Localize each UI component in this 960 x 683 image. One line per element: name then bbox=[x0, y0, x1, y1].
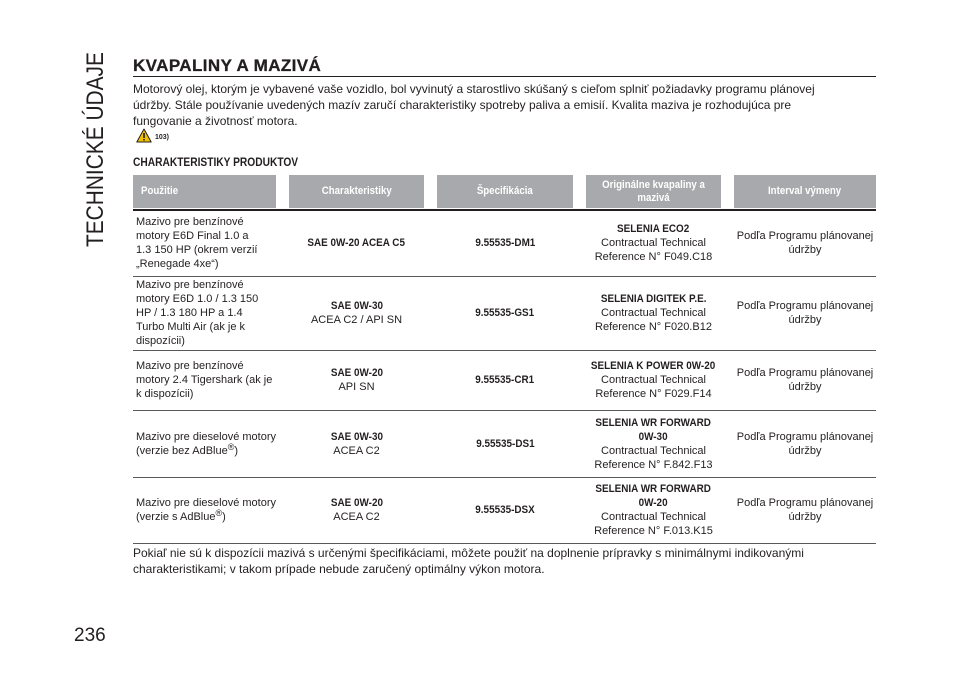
oil-grade: SAE 0W-30 bbox=[330, 300, 383, 312]
oil-standard: ACEA C2 bbox=[333, 444, 380, 457]
use-line: motory E6D 1.0 / 1.3 150 bbox=[136, 293, 259, 305]
interval-line: údržby bbox=[788, 314, 822, 326]
table-row bbox=[133, 351, 876, 411]
table-row bbox=[133, 277, 876, 351]
use-line bbox=[136, 510, 226, 524]
use-line: motory E6D Final 1.0 a bbox=[136, 230, 249, 242]
use-line: k dispozícii) bbox=[136, 388, 194, 400]
column-header-characteristics bbox=[289, 175, 424, 208]
cell-use bbox=[133, 211, 276, 276]
intro-line: fungovanie a životnosť motora. bbox=[133, 114, 298, 128]
table-heading: CHARAKTERISTIKY PRODUKTOV bbox=[133, 155, 299, 169]
product-reference-line: Contractual Technical bbox=[601, 444, 706, 457]
column-header-use bbox=[133, 175, 276, 208]
interval-line: údržby bbox=[788, 244, 822, 256]
interval-line: Podľa Programu plánovanej bbox=[736, 497, 874, 509]
oil-grade: SAE 0W-20 ACEA C5 bbox=[307, 237, 406, 249]
product-name: 0W-20 bbox=[639, 497, 668, 509]
interval-line: údržby bbox=[788, 381, 822, 393]
product-reference-line: Reference N° F029.F14 bbox=[595, 388, 712, 400]
product-name: SELENIA DIGITEK P.E. bbox=[600, 293, 707, 305]
column-header-original-fluids bbox=[586, 175, 721, 208]
product-reference-line: Contractual Technical bbox=[601, 374, 706, 386]
cell-characteristics bbox=[289, 478, 424, 543]
oil-grade: SAE 0W-20 bbox=[330, 497, 383, 509]
oil-grade: SAE 0W-20 bbox=[330, 367, 383, 379]
cell-characteristics bbox=[289, 277, 424, 350]
product-reference-line: Contractual Technical bbox=[601, 307, 706, 319]
cell-interval bbox=[734, 351, 876, 410]
cell-product bbox=[586, 211, 721, 276]
cell-product bbox=[586, 478, 721, 543]
oil-grade: SAE 0W-30 bbox=[330, 430, 383, 443]
page-title-block bbox=[133, 56, 876, 77]
cell-use bbox=[133, 351, 276, 410]
cell-interval bbox=[734, 211, 876, 276]
use-line-text: (verzie bez AdBlue bbox=[136, 444, 228, 457]
product-reference-line: Contractual Technical bbox=[601, 511, 706, 523]
cell-product bbox=[586, 277, 721, 350]
specification-code: 9.55535-DM1 bbox=[475, 237, 535, 249]
footer-line: Pokiaľ nie sú k dispozícii mazivá s určenými špecifikáciami, môžete použiť na doplnenie prípravky s minimálnymi indikovanými bbox=[133, 546, 804, 560]
page-title: KVAPALINY A MAZIVÁ bbox=[133, 56, 322, 75]
column-header-specification bbox=[437, 175, 573, 208]
product-reference-line: Reference N° F.013.K15 bbox=[594, 525, 713, 537]
product-reference-line: Reference N° F020.B12 bbox=[595, 321, 712, 333]
interval-line: Podľa Programu plánovanej bbox=[736, 367, 874, 379]
use-line bbox=[136, 441, 239, 458]
use-line-text: (verzie s AdBlue bbox=[136, 511, 216, 523]
product-name: SELENIA WR FORWARD bbox=[595, 416, 712, 429]
cell-specification bbox=[437, 351, 573, 410]
cell-interval bbox=[734, 478, 876, 543]
cell-use bbox=[133, 277, 276, 350]
specification-code: 9.55535-CR1 bbox=[475, 374, 535, 386]
oil-standard: ACEA C2 bbox=[333, 511, 380, 523]
cell-use bbox=[133, 411, 276, 477]
column-header-label: Interval výmeny bbox=[768, 185, 842, 197]
footer-line: charakteristikami; v takom prípade nebude zaručený optimálny výkon motora. bbox=[133, 562, 545, 576]
column-header-label: Originálne kvapaliny a mazivá bbox=[602, 178, 705, 204]
column-header-label: Špecifikácia bbox=[477, 185, 533, 197]
registered-mark: ® bbox=[215, 508, 223, 518]
column-header-label: Použitie bbox=[141, 185, 179, 197]
use-line: HP / 1.3 180 HP a 1.4 bbox=[136, 307, 243, 319]
specification-code: 9.55535-DS1 bbox=[475, 437, 535, 450]
interval-line: údržby bbox=[788, 511, 822, 523]
column-header-label: Charakteristiky bbox=[321, 185, 392, 197]
use-line-end: ) bbox=[222, 511, 226, 523]
table-header-row bbox=[133, 175, 876, 208]
use-line-end: ) bbox=[234, 444, 239, 457]
use-line: Mazivo pre benzínové bbox=[136, 279, 244, 291]
use-line: „Renegade 4xe“) bbox=[136, 258, 219, 270]
specification-code: 9.55535-GS1 bbox=[475, 307, 535, 319]
table-row bbox=[133, 211, 876, 277]
interval-line: Podľa Programu plánovanej bbox=[736, 230, 874, 242]
warning-triangle-icon bbox=[136, 128, 152, 143]
column-header-interval bbox=[734, 175, 876, 208]
oil-standard: ACEA C2 / API SN bbox=[310, 314, 403, 326]
footer-paragraph bbox=[133, 545, 804, 577]
intro-line: údržby. Stále používanie uvedených mazív zaručí charakteristiky spotreby paliva a emisií. Kvalita maziva je rozhodujúca pre bbox=[133, 98, 792, 112]
interval-line: Podľa Programu plánovanej bbox=[736, 430, 874, 443]
use-line: Turbo Multi Air (ak je k bbox=[136, 321, 246, 333]
intro-paragraph bbox=[133, 81, 815, 129]
cell-characteristics bbox=[289, 351, 424, 410]
lubricants-table bbox=[133, 175, 876, 544]
cell-product bbox=[586, 351, 721, 410]
product-reference-line: Contractual Technical bbox=[601, 237, 706, 249]
use-line: motory 2.4 Tigershark (ak je bbox=[136, 374, 273, 386]
page-number: 236 bbox=[74, 625, 106, 646]
cell-product bbox=[586, 411, 721, 477]
cell-interval bbox=[734, 277, 876, 350]
intro-line: Motorový olej, ktorým je vybavené vaše vozidlo, bol vyvinutý a starostlivo skúšaný s cieľom splniť požiadavky programu plánovej bbox=[133, 82, 815, 96]
specification-code: 9.55535-DSX bbox=[475, 504, 535, 516]
use-line: Mazivo pre dieselové motory bbox=[136, 430, 277, 443]
oil-standard: API SN bbox=[338, 381, 375, 393]
product-name: SELENIA K POWER 0W-20 bbox=[591, 360, 716, 372]
use-line: 1.3 150 HP (okrem verzií bbox=[136, 244, 258, 256]
product-name: SELENIA WR FORWARD bbox=[595, 483, 712, 495]
table-row bbox=[133, 411, 876, 478]
cell-use bbox=[133, 478, 276, 543]
interval-line: Podľa Programu plánovanej bbox=[736, 300, 874, 312]
use-line: Mazivo pre dieselové motory bbox=[136, 497, 277, 509]
product-reference-line: Reference N° F049.C18 bbox=[594, 251, 713, 263]
cell-specification bbox=[437, 277, 573, 350]
cell-specification bbox=[437, 478, 573, 543]
registered-mark: ® bbox=[227, 441, 235, 452]
use-line: dispozícii) bbox=[136, 335, 185, 347]
table-body bbox=[133, 211, 876, 544]
note-reference: 103) bbox=[155, 134, 170, 141]
section-tab-label: TECHNICKÉ ÚDAJE bbox=[82, 52, 109, 248]
product-reference-line: Reference N° F.842.F13 bbox=[594, 458, 713, 471]
cell-characteristics bbox=[289, 411, 424, 477]
cell-characteristics bbox=[289, 211, 424, 276]
use-line: Mazivo pre benzínové bbox=[136, 216, 244, 228]
cell-interval bbox=[734, 411, 876, 477]
cell-specification bbox=[437, 211, 573, 276]
product-name: SELENIA ECO2 bbox=[617, 223, 690, 235]
use-line: Mazivo pre benzínové bbox=[136, 360, 244, 372]
cell-specification bbox=[437, 411, 573, 477]
table-row bbox=[133, 478, 876, 544]
interval-line: údržby bbox=[788, 444, 822, 457]
product-name: 0W-30 bbox=[639, 430, 668, 443]
